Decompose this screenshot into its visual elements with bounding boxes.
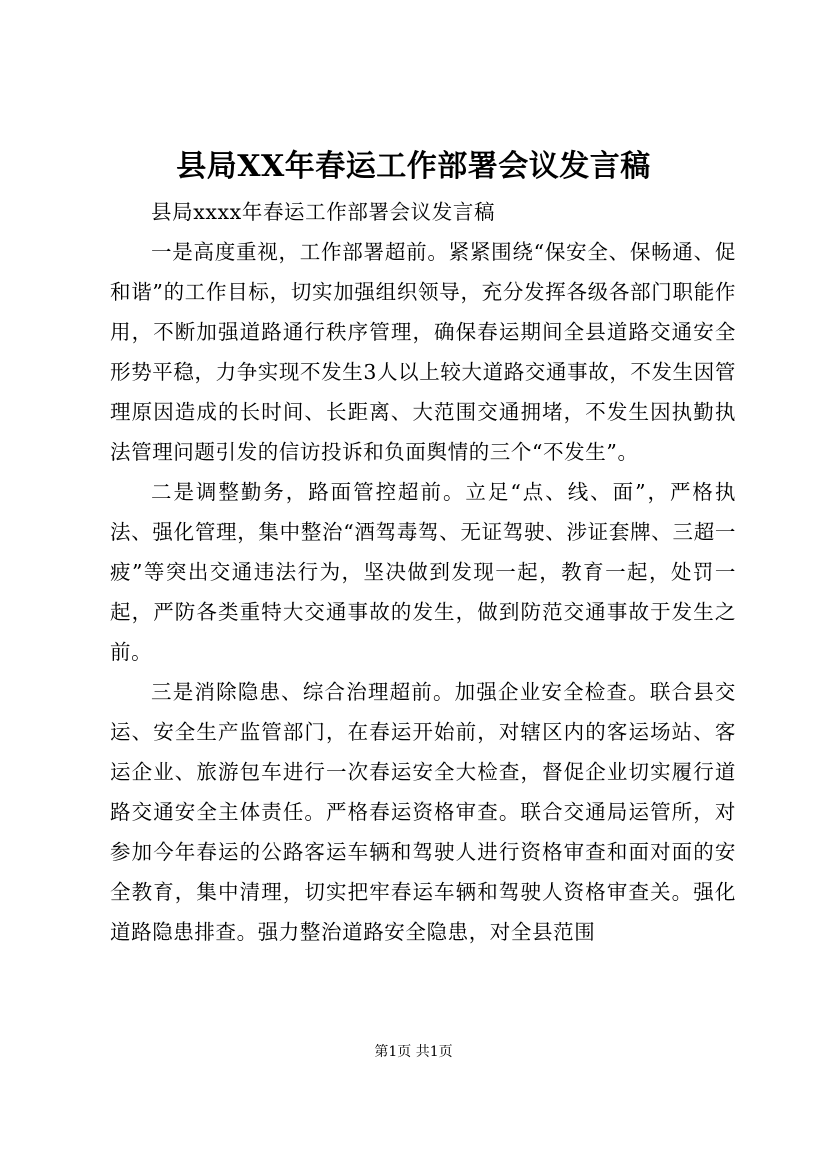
paragraph-1: 一是高度重视，工作部署超前。紧紧围绕“保安全、保畅通、促和谐”的工作目标，切实加强组织领导，充分发挥各级各部门职能作用，不断加强道路通行秩序管理，确保春运期间全县道路交通安全形势平稳，力争实现不发生3人以上较大道路交通事故，不发生因管理原因造成的长时间、长距离、大范围交通拥堵，不发生因执勤执法管理问题引发的信访投诉和负面舆情的三个“不发生”。 [110,240,736,464]
document-body [110,192,736,952]
page-footer [0,1042,827,1062]
paragraph-subtitle: 县局xxxx年春运工作部署会议发言稿 [151,200,496,224]
document-title: 县局XX年春运工作部署会议发言稿 [176,149,651,184]
paragraph-3: 三是消除隐患、综合治理超前。加强企业安全检查。联合县交运、安全生产监管部门，在春运开始前，对辖区内的客运场站、客运企业、旅游包车进行一次春运安全大检查，督促企业切实履行道路交通安全主体责任。严格春运资格审查。联合交通局运管所，对参加今年春运的公路客运车辆和驾驶人进行资格审查和面对面的安全教育，集中清理，切实把牢春运车辆和驾驶人资格审查关。强化道路隐患排查。强力整治道路安全隐患，对全县范围 [110,680,736,944]
page-number: 第1页 共1页 [374,1044,453,1060]
paragraph-2: 二是调整勤务，路面管控超前。立足“点、线、面”，严格执法、强化管理，集中整治“酒驾毒驾、无证驾驶、涉证套牌、三超一疲”等突出交通违法行为，坚决做到发现一起，教育一起，处罚一起，严防各类重特大交通事故的发生，做到防范交通事故于发生之前。 [110,480,736,664]
